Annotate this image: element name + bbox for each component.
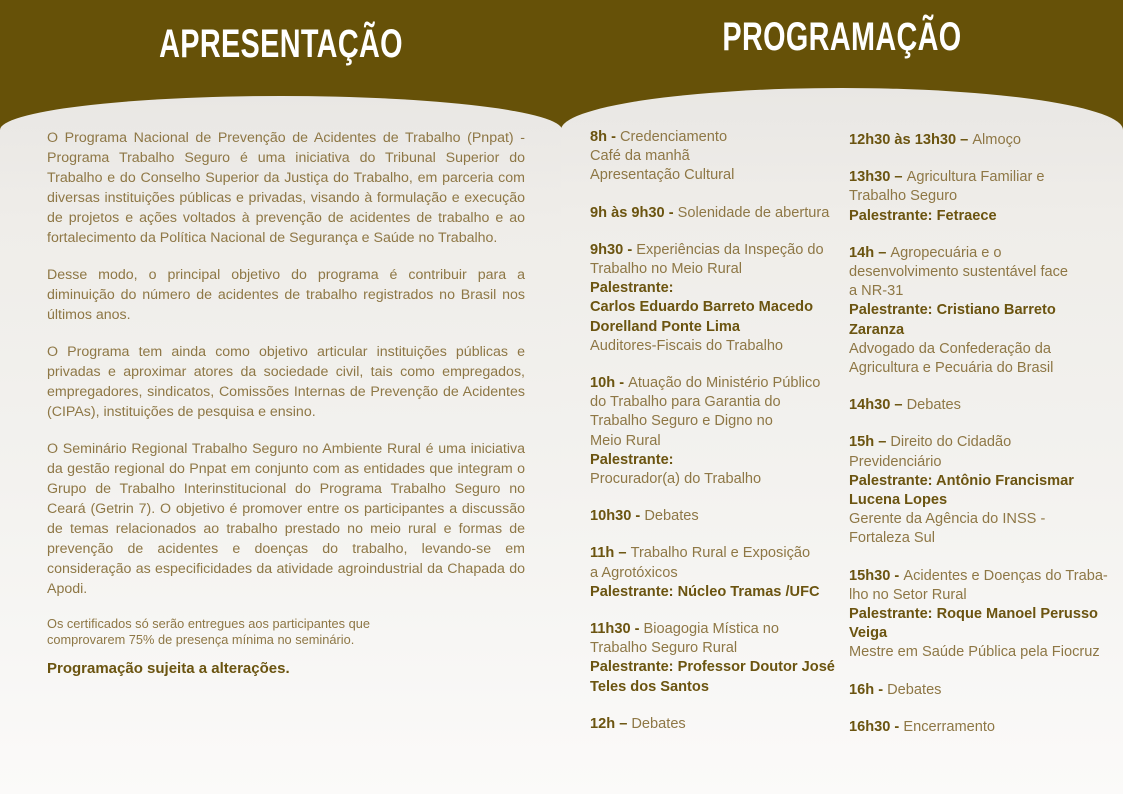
schedule-note: Programação sujeita a alterações.	[47, 660, 290, 677]
session-line: a Agrotóxicos	[590, 564, 678, 581]
time-label: 14h30 –	[849, 397, 907, 414]
time-label: 10h -	[590, 375, 629, 392]
session-line: Gerente da Agência do INSS -	[849, 511, 1046, 528]
session-line: Bioagogia Mística no	[643, 621, 780, 638]
session-line: Auditores-Fiscais do Trabalho	[590, 337, 784, 354]
session-line: Debates	[631, 715, 686, 732]
schedule-item	[590, 128, 842, 186]
session-line: Apresentação Cultural	[590, 167, 735, 184]
session-line: Atuação do Ministério Público	[628, 375, 821, 392]
schedule-item	[590, 241, 842, 356]
speaker-line: Palestrante: Roque Manoel Perusso	[849, 606, 1098, 623]
session-line: Debates	[887, 681, 942, 698]
schedule-item	[590, 204, 842, 223]
presentation-paragraph: O Seminário Regional Trabalho Seguro no Ambiente Rural é uma iniciativa da gestão regional do Pnpat em conjunto com as entidades que integram o Grupo de Trabalho Interinstitucional do Programa Trabalho Seguro no Ceará (Getrin 7). O objetivo é promover entre os participantes a discussão de temas relacionados ao trabalho prestado no meio rural e formas de prevenção de acidentes e doenças do trabalho, levando-se em consideração as especificidades da atividade agroindustrial da Chapada do Apodi.	[47, 441, 525, 597]
program-column-2	[849, 131, 1115, 737]
schedule-item	[849, 168, 1115, 226]
session-line: Meio Rural	[590, 432, 661, 449]
presentation-paragraphs	[47, 128, 525, 599]
speaker-line: Carlos Eduardo Barreto Macedo	[590, 299, 814, 316]
time-label: 15h30 -	[849, 567, 904, 584]
time-label: 13h30 –	[849, 169, 907, 186]
session-line: Trabalho Rural e Exposição	[630, 545, 811, 562]
session-line: Trabalho Seguro	[849, 188, 958, 205]
certificate-note: Os certificados só serão entregues aos participantes que comprovarem 75% de presença mínima no seminário.	[47, 616, 370, 647]
presentation-paragraph: O Programa Nacional de Prevenção de Acidentes de Trabalho (Pnpat) - Programa Trabalho Seguro é uma iniciativa do Tribunal Superior do Trabalho e do Conselho Superior da Justiça do Trabalho, em parceria com diversas instituições públicas e privadas, visando à formulação e execução de projetos e ações voltados à prevenção de acidentes de trabalho e ao fortalecimento da Política Nacional de Segurança e Saúde no Trabalho.	[47, 130, 525, 246]
schedule-item	[849, 131, 1115, 150]
speaker-line: Teles dos Santos	[590, 678, 709, 695]
time-label: 11h –	[590, 545, 631, 562]
time-label: 8h -	[590, 129, 620, 145]
schedule-item	[590, 715, 842, 734]
session-line: Procurador(a) do Trabalho	[590, 471, 762, 488]
time-label: 9h30 -	[590, 241, 637, 258]
session-line: Direito do Cidadão	[890, 434, 1012, 451]
time-label: 10h30 -	[590, 508, 645, 525]
speaker-line: Palestrante: Cristiano Barreto	[849, 302, 1056, 319]
session-line: Agropecuária e o	[890, 244, 1002, 261]
page-title-programacao: PROGRAMAÇÃO	[722, 15, 962, 59]
schedule-item	[849, 433, 1115, 548]
schedule-item	[590, 374, 842, 489]
session-line: Credenciamento	[620, 129, 728, 145]
program-column-1	[590, 128, 842, 734]
session-line: Agricultura Familiar e	[906, 169, 1045, 186]
speaker-line: Palestrante:	[590, 280, 674, 297]
speaker-line: Palestrante: Antônio Francismar	[849, 472, 1074, 489]
session-line: Advogado da Confederação da	[849, 340, 1052, 357]
schedule-item	[849, 396, 1115, 415]
session-line: Acidentes e Doenças do Traba-	[903, 567, 1108, 584]
schedule-item	[590, 620, 842, 697]
session-line: Debates	[906, 397, 961, 414]
footer-notes	[47, 616, 439, 677]
schedule-item	[849, 718, 1115, 737]
session-line: Encerramento	[903, 718, 996, 735]
schedule-item	[590, 507, 842, 526]
session-line: Almoço	[972, 132, 1021, 148]
speaker-line: Lucena Lopes	[849, 492, 948, 509]
speaker-line: Zaranza	[849, 321, 905, 338]
session-line: lho no Setor Rural	[849, 586, 967, 603]
time-label: 15h –	[849, 434, 891, 451]
session-line: Experiências da Inspeção do	[636, 241, 824, 258]
schedule-item	[849, 567, 1115, 663]
session-line: desenvolvimento sustentável face	[849, 264, 1069, 281]
session-line: Trabalho no Meio Rural	[590, 261, 742, 278]
session-line: Fortaleza Sul	[849, 530, 935, 547]
speaker-line: Palestrante:	[590, 451, 674, 468]
time-label: 14h –	[849, 244, 891, 261]
presentation-text	[47, 128, 525, 677]
time-label: 11h30 -	[590, 621, 644, 638]
time-label: 12h –	[590, 715, 632, 732]
session-line: Previdenciário	[849, 453, 942, 470]
time-label: 9h às 9h30 -	[590, 204, 678, 221]
session-line: do Trabalho para Garantia do	[590, 394, 781, 411]
session-line: Debates	[644, 508, 699, 525]
session-line: Agricultura e Pecuária do Brasil	[849, 360, 1054, 377]
session-line: Café da manhã	[590, 148, 690, 165]
time-label: 12h30 às 13h30 –	[849, 132, 973, 148]
session-line: Mestre em Saúde Pública pela Fiocruz	[849, 644, 1100, 661]
speaker-line: Palestrante: Núcleo Tramas /UFC	[590, 583, 820, 600]
session-line: Trabalho Seguro e Digno no	[590, 413, 773, 430]
speaker-line: Palestrante: Professor Doutor José	[590, 659, 835, 676]
page-title-apresentacao: APRESENTAÇÃO	[159, 22, 403, 66]
time-label: 16h -	[849, 681, 888, 698]
speaker-line: Dorelland Ponte Lima	[590, 318, 741, 335]
time-label: 16h30 -	[849, 718, 904, 735]
speaker-line: Palestrante: Fetraece	[849, 207, 997, 224]
speaker-line: Veiga	[849, 625, 888, 642]
presentation-paragraph: Desse modo, o principal objetivo do programa é contribuir para a diminuição do número de acidentes de trabalho registrados no Brasil nos últimos anos.	[47, 267, 525, 323]
session-line: a NR-31	[849, 283, 904, 300]
schedule-item	[590, 544, 842, 602]
presentation-paragraph: O Programa tem ainda como objetivo articular instituições públicas e privadas e aproximar atores da sociedade civil, tais como empregados, empregadores, sindicatos, Comissões Internas de Prevenção de Acidentes (CIPAs), instituições de pesquisa e ensino.	[47, 344, 525, 420]
schedule-item	[849, 244, 1115, 378]
session-line: Trabalho Seguro Rural	[590, 640, 738, 657]
schedule-item	[849, 681, 1115, 700]
session-line: Solenidade de abertura	[677, 204, 830, 221]
